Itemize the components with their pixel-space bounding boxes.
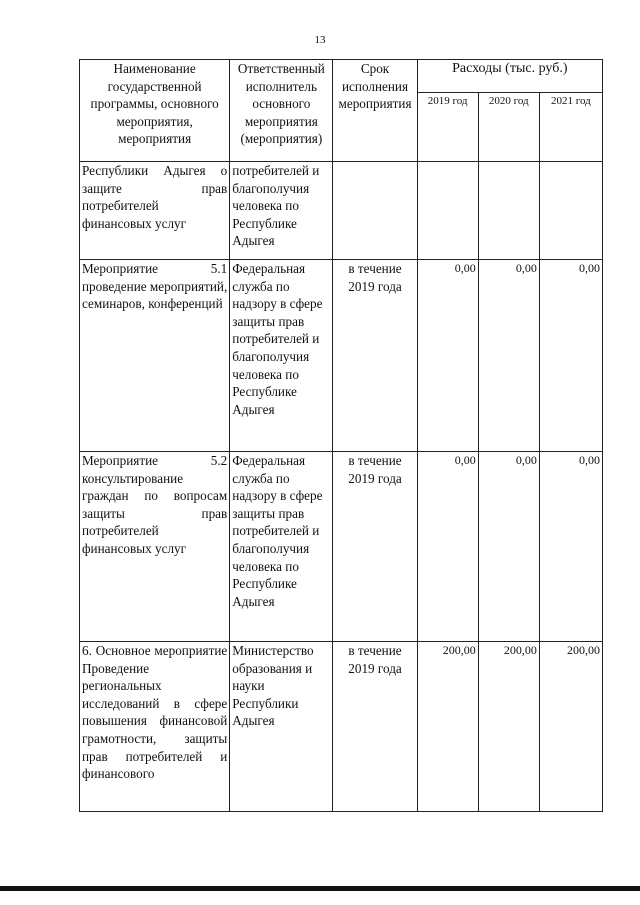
header-term: Срок исполнения мероприятия [333,60,417,162]
header-expenses: Расходы (тыс. руб.) [417,60,602,93]
row-term [333,162,417,260]
row-value-2019: 200,00 [417,642,478,812]
row-value-2021: 200,00 [539,642,602,812]
row-value-2020 [478,162,539,260]
budget-table [79,59,603,812]
row-term: в течение 2019 года [333,260,417,452]
header-row [80,60,603,93]
header-year-2019: 2019 год [417,93,478,162]
row-value-2020: 200,00 [478,642,539,812]
row-value-2019 [417,162,478,260]
row-responsible: Министерство образования и науки Республики Адыгея [230,642,333,812]
row-value-2021: 0,00 [539,260,602,452]
scan-bottom-border [0,886,640,891]
table-row [80,162,603,260]
row-value-2019: 0,00 [417,452,478,642]
row-name: Республики Адыгея о защите прав потребителей финансовых услуг [80,162,230,260]
row-value-2020: 0,00 [478,452,539,642]
row-name: 6. Основное мероприятие Проведение региональных исследований в сфере повышения финансовой грамотности, защиты прав потребителей и финансового [80,642,230,812]
header-name: Наименование государственной программы, основного мероприятия, мероприятия [80,60,230,162]
row-term: в течение 2019 года [333,642,417,812]
table-row [80,452,603,642]
row-value-2021 [539,162,602,260]
page-number: 13 [314,34,326,46]
row-value-2021: 0,00 [539,452,602,642]
row-name: Мероприятие 5.1 проведение мероприятий, семинаров, конференций [80,260,230,452]
row-name: Мероприятие 5.2 консультирование граждан по вопросам защиты прав потребителей финансовых услуг [80,452,230,642]
header-year-2020: 2020 год [478,93,539,162]
row-responsible: Федеральная служба по надзору в сфере защиты прав потребителей и благополучия человека по Республике Адыгея [230,260,333,452]
header-responsible: Ответственный исполнитель основного мероприятия (мероприятия) [230,60,333,162]
row-responsible: потребителей и благополучия человека по Республике Адыгея [230,162,333,260]
table-row [80,260,603,452]
row-term: в течение 2019 года [333,452,417,642]
table-row [80,642,603,812]
row-value-2019: 0,00 [417,260,478,452]
row-responsible: Федеральная служба по надзору в сфере защиты прав потребителей и благополучия человека по Республике Адыгея [230,452,333,642]
row-value-2020: 0,00 [478,260,539,452]
header-year-2021: 2021 год [539,93,602,162]
